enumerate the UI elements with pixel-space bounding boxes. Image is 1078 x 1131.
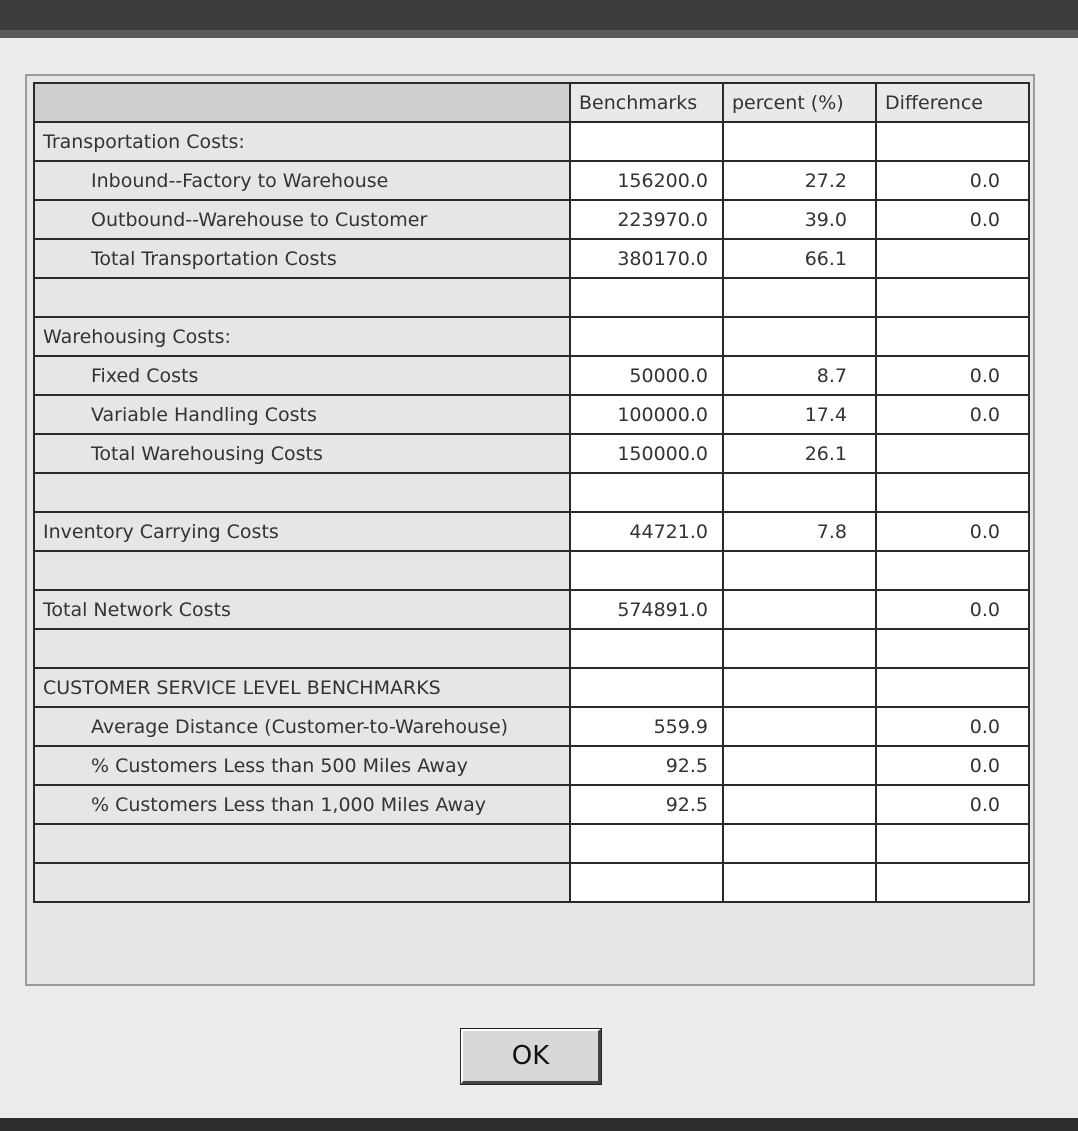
row-label: Inventory Carrying Costs	[34, 512, 570, 551]
benchmark-cell: 100000.0	[570, 395, 723, 434]
row-label: Total Transportation Costs	[34, 239, 570, 278]
benchmark-cell: 156200.0	[570, 161, 723, 200]
percent-cell	[723, 785, 876, 824]
difference-cell	[876, 824, 1029, 863]
table-row	[34, 512, 1029, 551]
difference-cell: 0.0	[876, 785, 1029, 824]
row-label	[34, 629, 570, 668]
row-label	[34, 863, 570, 902]
difference-cell: 0.0	[876, 356, 1029, 395]
difference-cell: 0.0	[876, 590, 1029, 629]
benchmark-cell	[570, 278, 723, 317]
table-row	[34, 122, 1029, 161]
row-label: Outbound--Warehouse to Customer	[34, 200, 570, 239]
percent-cell	[723, 746, 876, 785]
column-header-difference: Difference	[876, 83, 1029, 122]
benchmark-cell: 150000.0	[570, 434, 723, 473]
percent-cell: 66.1	[723, 239, 876, 278]
benchmark-cell	[570, 629, 723, 668]
percent-cell: 27.2	[723, 161, 876, 200]
column-header-benchmarks: Benchmarks	[570, 83, 723, 122]
difference-cell	[876, 122, 1029, 161]
table-row	[34, 863, 1029, 902]
benchmark-cell: 574891.0	[570, 590, 723, 629]
table-row	[34, 668, 1029, 707]
table-row	[34, 590, 1029, 629]
table-row	[34, 707, 1029, 746]
table-row	[34, 356, 1029, 395]
percent-cell	[723, 707, 876, 746]
benchmark-cell: 92.5	[570, 746, 723, 785]
row-label	[34, 824, 570, 863]
difference-cell: 0.0	[876, 161, 1029, 200]
row-label: Inbound--Factory to Warehouse	[34, 161, 570, 200]
benchmark-cell	[570, 122, 723, 161]
benchmark-cell: 223970.0	[570, 200, 723, 239]
difference-cell	[876, 668, 1029, 707]
difference-cell	[876, 434, 1029, 473]
percent-cell	[723, 824, 876, 863]
table-row	[34, 395, 1029, 434]
row-label	[34, 473, 570, 512]
row-label: % Customers Less than 1,000 Miles Away	[34, 785, 570, 824]
column-header-percent: percent (%)	[723, 83, 876, 122]
difference-cell: 0.0	[876, 512, 1029, 551]
difference-cell: 0.0	[876, 746, 1029, 785]
percent-cell: 26.1	[723, 434, 876, 473]
row-label: % Customers Less than 500 Miles Away	[34, 746, 570, 785]
row-label: Variable Handling Costs	[34, 395, 570, 434]
row-label: Total Warehousing Costs	[34, 434, 570, 473]
benchmark-cell	[570, 473, 723, 512]
row-label	[34, 551, 570, 590]
percent-cell	[723, 278, 876, 317]
benchmark-cell	[570, 317, 723, 356]
table-row	[34, 317, 1029, 356]
percent-cell	[723, 629, 876, 668]
row-label: Fixed Costs	[34, 356, 570, 395]
difference-cell	[876, 551, 1029, 590]
percent-cell: 7.8	[723, 512, 876, 551]
table-row	[34, 434, 1029, 473]
difference-cell: 0.0	[876, 395, 1029, 434]
table-row	[34, 785, 1029, 824]
row-label: CUSTOMER SERVICE LEVEL BENCHMARKS	[34, 668, 570, 707]
row-label: Warehousing Costs:	[34, 317, 570, 356]
window-title-bar	[0, 0, 1078, 30]
ok-button[interactable]: OK	[461, 1029, 601, 1084]
table-row	[34, 278, 1029, 317]
percent-cell	[723, 590, 876, 629]
table-row	[34, 239, 1029, 278]
benchmark-cell	[570, 668, 723, 707]
percent-cell	[723, 863, 876, 902]
percent-cell	[723, 317, 876, 356]
benchmark-cell: 92.5	[570, 785, 723, 824]
table-row	[34, 629, 1029, 668]
row-label: Average Distance (Customer-to-Warehouse)	[34, 707, 570, 746]
benchmark-cell	[570, 863, 723, 902]
difference-cell: 0.0	[876, 707, 1029, 746]
benchmark-cell: 380170.0	[570, 239, 723, 278]
benchmark-cell: 44721.0	[570, 512, 723, 551]
percent-cell: 39.0	[723, 200, 876, 239]
table-row	[34, 551, 1029, 590]
difference-cell: 0.0	[876, 200, 1029, 239]
table-row	[34, 200, 1029, 239]
percent-cell	[723, 551, 876, 590]
table-row	[34, 161, 1029, 200]
difference-cell	[876, 317, 1029, 356]
difference-cell	[876, 239, 1029, 278]
percent-cell: 17.4	[723, 395, 876, 434]
difference-cell	[876, 473, 1029, 512]
table-row	[34, 824, 1029, 863]
table-row	[34, 746, 1029, 785]
benchmark-cell	[570, 824, 723, 863]
table-header-row	[34, 83, 1029, 122]
percent-cell	[723, 122, 876, 161]
row-label	[34, 278, 570, 317]
header-corner-cell	[34, 83, 570, 122]
window-bottom-edge	[0, 1118, 1078, 1131]
difference-cell	[876, 278, 1029, 317]
benchmark-cell: 50000.0	[570, 356, 723, 395]
percent-cell: 8.7	[723, 356, 876, 395]
row-label: Total Network Costs	[34, 590, 570, 629]
benchmark-cell	[570, 551, 723, 590]
row-label: Transportation Costs:	[34, 122, 570, 161]
percent-cell	[723, 473, 876, 512]
title-bar-divider	[0, 30, 1078, 38]
difference-cell	[876, 629, 1029, 668]
difference-cell	[876, 863, 1029, 902]
benchmarks-table	[33, 82, 1030, 903]
table-row	[34, 473, 1029, 512]
percent-cell	[723, 668, 876, 707]
benchmark-cell: 559.9	[570, 707, 723, 746]
